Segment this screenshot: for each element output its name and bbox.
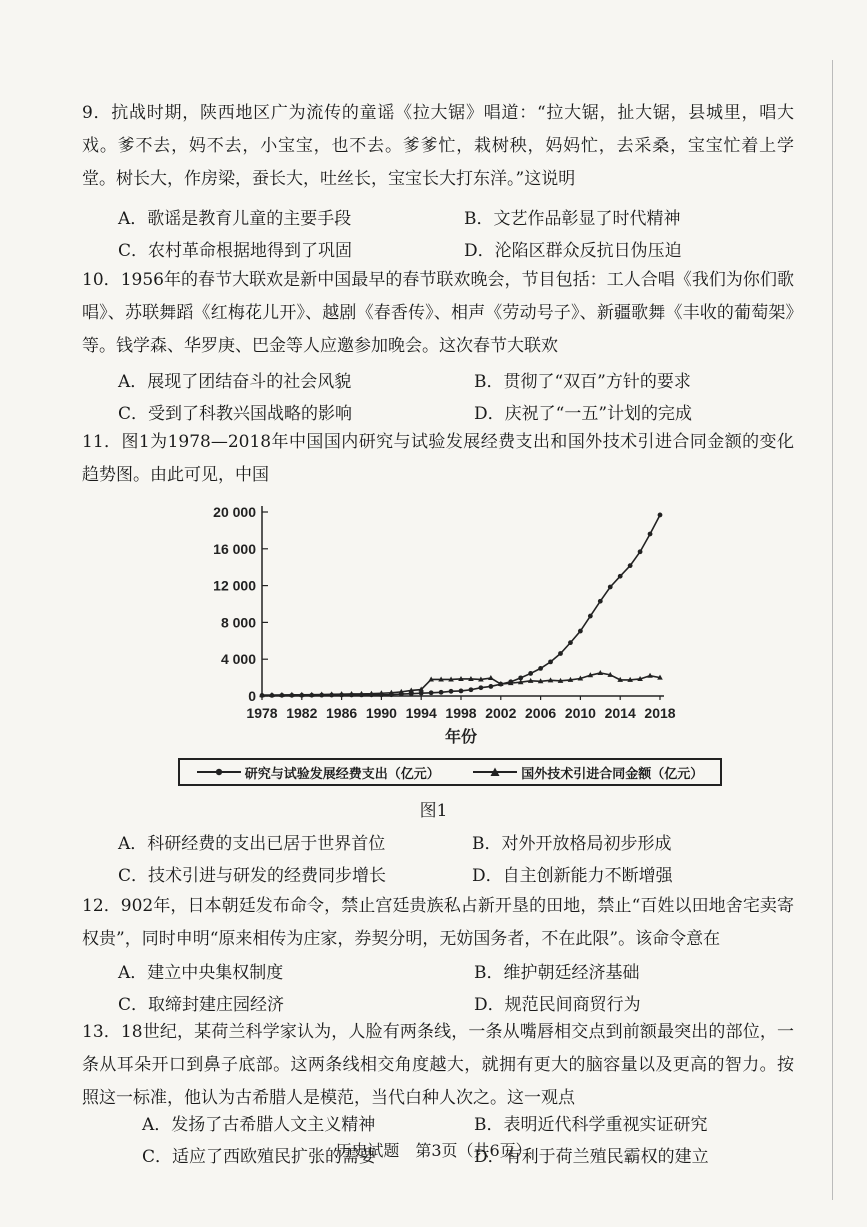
series-1-point — [548, 659, 553, 664]
series-1-point — [439, 690, 444, 695]
question-13-option-b[interactable]: B．表明近代科学重视实证研究 — [474, 1115, 708, 1135]
series-1-point — [648, 532, 653, 537]
question-10-option-a[interactable]: A．展现了团结奋斗的社会风貌 — [118, 372, 352, 392]
x-tick-label: 2018 — [644, 705, 676, 721]
question-11-option-b[interactable]: B．对外开放格局初步形成 — [472, 834, 672, 854]
legend-label-tech: 国外技术引进合同金额（亿元） — [521, 766, 704, 782]
legend-item-tech — [473, 763, 703, 782]
page-margin-line — [832, 60, 833, 1200]
series-1-point — [479, 685, 484, 690]
figure-caption: 图1 — [419, 801, 448, 821]
x-tick-label: 1998 — [445, 705, 477, 721]
series-1-point — [488, 684, 493, 689]
x-tick-label: 2002 — [485, 705, 517, 721]
series-1-point — [449, 689, 454, 694]
page-footer: 历史试题 第3页（共6页） — [335, 1141, 532, 1160]
series-2-point — [598, 670, 604, 675]
question-13-stem: 13．18世纪，某荷兰科学家认为，人脸有两条线，一条从嘴唇相交点到前额最突出的部位，一条从耳朵开口到鼻子底部。这两条线相交角度越大，就拥有更大的脑容量以及更高的智力。按照这一标准，他认为古希腊人是模范，当代白种人次之。这一观点 — [82, 1022, 794, 1108]
question-9-option-c[interactable]: C．农村革命根据地得到了巩固 — [118, 241, 353, 261]
question-12 — [82, 890, 794, 956]
x-tick-label: 1978 — [246, 705, 278, 721]
series-1-point — [558, 651, 563, 656]
question-11-stem: 11．图1为1978—2018年中国国内研究与试验发展经费支出和国外技术引进合同金额的变化趋势图。由此可见，中国 — [82, 432, 794, 485]
question-11-option-c[interactable]: C．技术引进与研发的经费同步增长 — [118, 866, 387, 886]
circle-line-marker-icon — [197, 767, 241, 777]
series-1-point — [528, 671, 533, 676]
series-1-point — [578, 629, 583, 634]
series-2-point — [647, 673, 653, 678]
x-tick-label: 1986 — [326, 705, 358, 721]
question-9-option-b[interactable]: B．文艺作品彰显了时代精神 — [464, 209, 681, 229]
question-11 — [82, 426, 794, 492]
legend-label-rd: 研究与试验发展经费支出（亿元） — [244, 766, 440, 782]
question-10-option-b[interactable]: B．贯彻了“双百”方针的要求 — [474, 372, 691, 392]
series-1-point — [628, 563, 633, 568]
question-11-option-d[interactable]: D．自主创新能力不断增强 — [472, 866, 673, 886]
question-13-option-d[interactable]: D．有利于荷兰殖民霸权的建立 — [474, 1147, 709, 1167]
x-tick-label: 2010 — [564, 705, 596, 721]
question-12-option-d[interactable]: D．规范民间商贸行为 — [474, 995, 641, 1015]
x-axis-label: 年份 — [444, 729, 478, 746]
series-1-point — [638, 549, 643, 554]
series-line-1 — [262, 515, 660, 696]
series-1-point — [469, 687, 474, 692]
question-9 — [82, 97, 794, 196]
series-1-point — [658, 513, 663, 518]
question-12-option-a[interactable]: A．建立中央集权制度 — [118, 963, 284, 983]
y-tick-label: 16 000 — [213, 540, 256, 557]
series-1-point — [598, 599, 603, 604]
series-1-point — [568, 640, 573, 645]
figure-1-chart — [180, 500, 740, 800]
question-13-option-a[interactable]: A．发扬了古希腊人文主义精神 — [142, 1115, 376, 1135]
question-13 — [82, 1016, 794, 1115]
question-10-option-d[interactable]: D．庆祝了“一五”计划的完成 — [474, 404, 693, 424]
y-tick-label: 0 — [248, 688, 256, 704]
question-10-stem: 10．1956年的春节大联欢是新中国最早的春节联欢晚会，节目包括：工人合唱《我们为你们歌唱》、苏联舞蹈《红梅花儿开》、越剧《春香传》、相声《劳动号子》、新疆歌舞《丰收的葡萄架》等。钱学森、华罗庚、巴金等人应邀参加晚会。这次春节大联欢 — [82, 270, 794, 356]
question-9-option-d[interactable]: D．沦陷区群众反抗日伪压迫 — [464, 241, 682, 261]
y-tick-label: 12 000 — [213, 577, 256, 594]
question-10 — [82, 264, 794, 363]
question-9-stem: 9．抗战时期，陕西地区广为流传的童谣《拉大锯》唱道：“拉大锯，扯大锯，县城里，唱大戏。爹不去，妈不去，小宝宝，也不去。爹爹忙，栽树秧，妈妈忙，去采桑，宝宝忙着上学堂。树长大，作房梁，蚕长大，吐丝长，宝宝长大打东洋。”这说明 — [82, 103, 794, 189]
x-tick-label: 1990 — [365, 705, 397, 721]
question-12-option-c[interactable]: C．取缔封建庄园经济 — [118, 995, 285, 1015]
triangle-line-marker-icon — [473, 767, 517, 777]
y-tick-label: 8 000 — [220, 614, 256, 631]
line-chart-svg — [180, 500, 740, 750]
question-9-option-a[interactable]: A．歌谣是教育儿童的主要手段 — [118, 209, 352, 229]
x-tick-label: 1994 — [405, 705, 437, 721]
question-12-option-b[interactable]: B．维护朝廷经济基础 — [474, 963, 640, 983]
series-1-point — [459, 689, 464, 694]
x-tick-label: 2014 — [604, 705, 636, 721]
x-tick-label: 2006 — [525, 705, 557, 721]
x-tick-label: 1982 — [286, 705, 318, 721]
chart-legend — [178, 758, 722, 786]
series-1-point — [618, 574, 623, 579]
question-10-option-c[interactable]: C．受到了科教兴国战略的影响 — [118, 404, 353, 424]
series-1-point — [538, 666, 543, 671]
series-1-point — [588, 614, 593, 619]
series-1-point — [608, 585, 613, 590]
series-1-point — [429, 690, 434, 695]
question-12-stem: 12．902年，日本朝廷发布命令，禁止宫廷贵族私占新开垦的田地，禁止“百姓以田地舍宅卖寄权贵”，同时申明“原来相传为庄家，券契分明，无妨国务者，不在此限”。该命令意在 — [82, 896, 794, 949]
legend-item-rd — [197, 763, 440, 782]
question-11-option-a[interactable]: A．科研经费的支出已居于世界首位 — [118, 834, 386, 854]
question-13-option-c[interactable]: C．适应了西欧殖民扩张的需要 — [142, 1147, 377, 1167]
y-tick-label: 20 000 — [213, 504, 256, 520]
y-tick-label: 4 000 — [220, 651, 256, 668]
